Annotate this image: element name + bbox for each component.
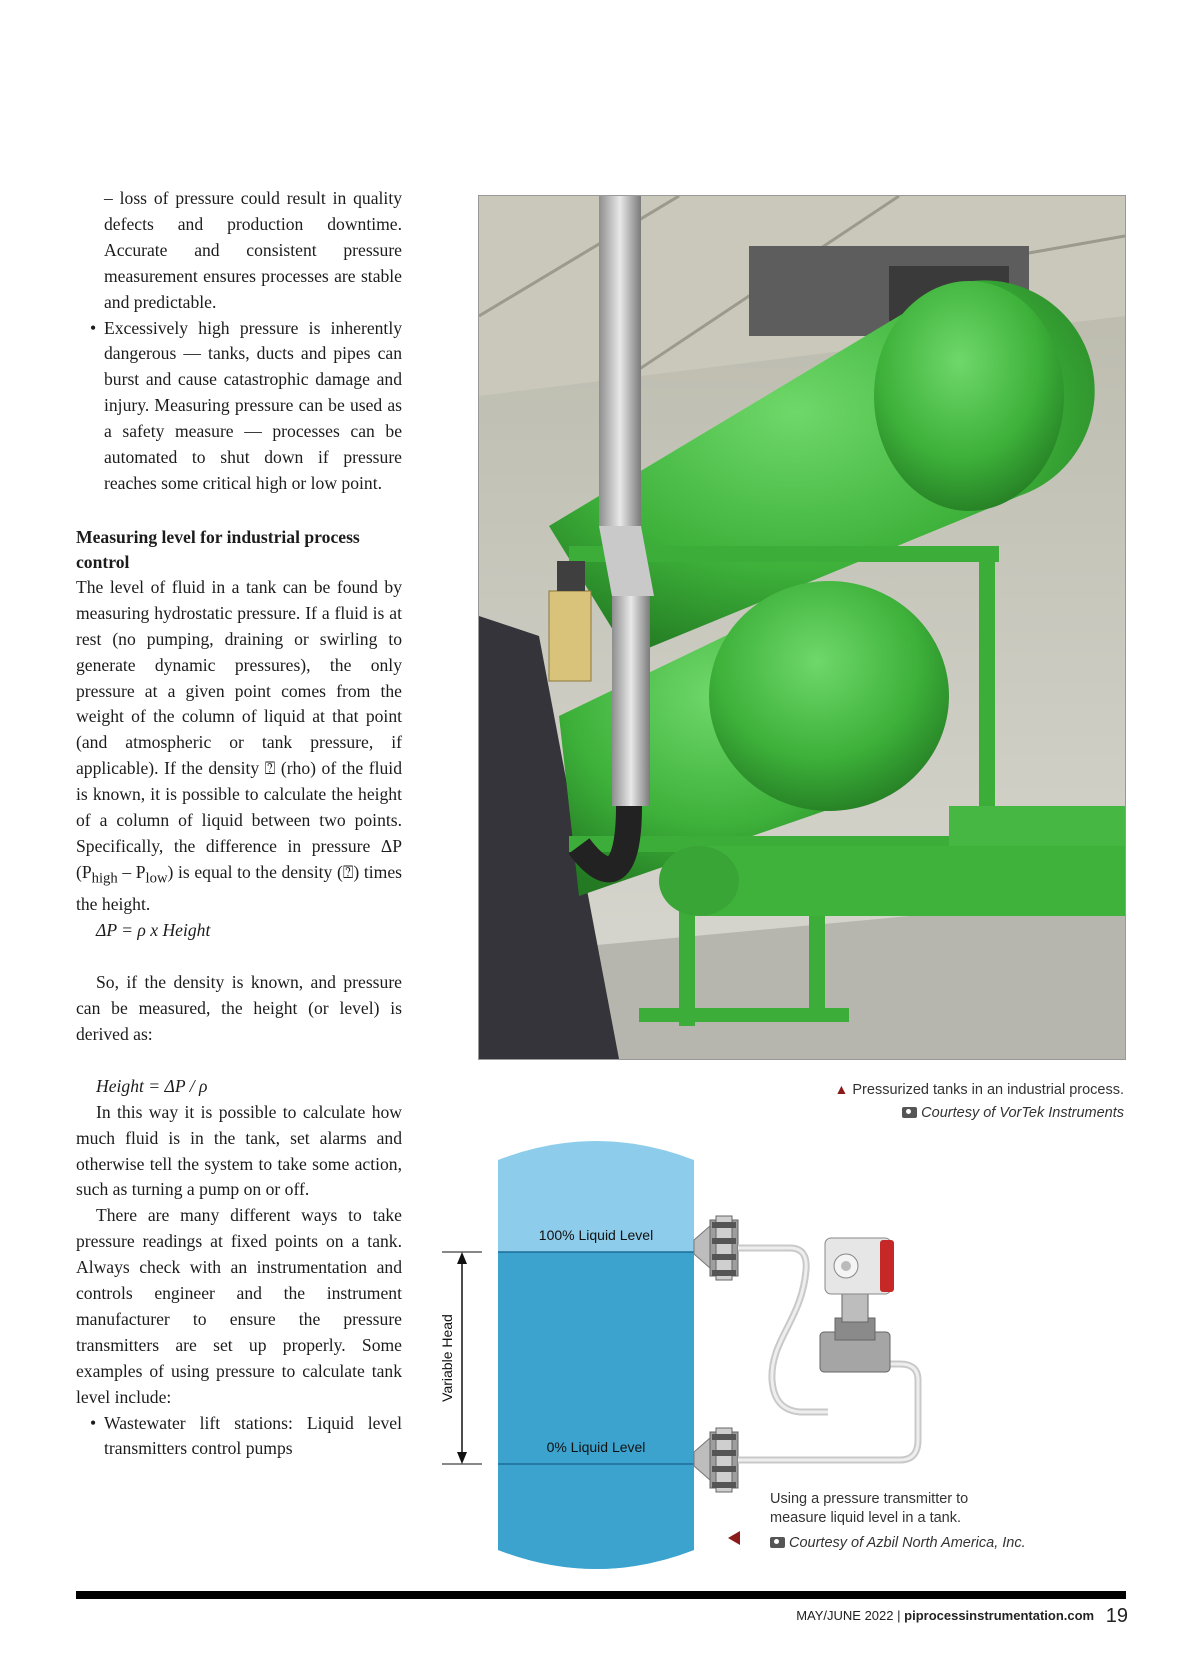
caption-arrow-up-icon: ▲ [834,1081,849,1097]
bullet-text: Wastewater lift stations: Liquid level transmitters control pumps [104,1412,402,1459]
photo-credit: Courtesy of VorTek Instruments [921,1105,1124,1121]
photo-caption-text: Pressurized tanks in an industrial process. [852,1082,1124,1098]
label-0-percent: 0% Liquid Level [546,1439,646,1455]
label-100-percent: 100% Liquid Level [538,1227,654,1243]
bullet-item [76,1411,402,1463]
body-paragraph [76,575,402,918]
formula-height: Height = ΔP / ρ [96,1075,208,1096]
tanks-photo [478,195,1126,1060]
body-paragraph: So, if the density is known, and pressure can be measured, the height (or level) is derived as: [76,972,402,1044]
footer-rule [76,1591,1126,1599]
text-run: (rho) of the fluid is known, it is possible to calculate the height of a column of liquid between two points. Specifically, the difference in pressure ΔP (P [76,758,402,882]
diagram-caption [770,1490,1070,1553]
caption-arrow-left-icon [728,1531,740,1545]
page-footer [796,1605,1128,1628]
camera-icon [902,1107,917,1118]
article-column [76,186,402,1462]
camera-icon [770,1537,785,1548]
bullet-item [76,316,402,497]
text-run: – P [117,861,146,882]
footer-issue: MAY/JUNE 2022 [796,1608,894,1623]
body-paragraph: In this way it is possible to calculate how much fluid is in the tank, set alarms and otherwise tell the system to take some action, such as turning a pump on or off. [76,1101,402,1200]
footer-separator: | [897,1608,901,1623]
tanks-photo-illustration [479,196,1125,1059]
continuation-paragraph: – loss of pressure could result in quality defects and production downtime. Accurate and consistent pressure measurement ensures processes are stable and predictable. [104,188,402,312]
bullet-text: Excessively high pressure is inherently dangerous — tanks, ducts and pipes can burst and cause catastrophic damage and injury. Measuring pressure can be used as a safety measure — processes can be automated to shut down if pressure reaches some critical high or low point. [104,317,402,493]
diagram-caption-line1: Using a pressure transmitter to [770,1491,969,1507]
subscript-low: low [145,870,168,887]
text-run: ) times the height. [76,861,402,915]
missing-glyph: ⍰ [342,861,354,882]
bullet-dot: • [90,317,97,338]
text-run: ) is equal to the density ( [167,861,343,882]
formula-delta-p: ΔP = ρ x Height [96,920,211,941]
diagram-credit: Courtesy of Azbil North America, Inc. [789,1535,1026,1551]
section-heading: Measuring level for industrial process control [76,526,360,572]
label-variable-head: Variable Head [439,1314,455,1402]
text-run: The level of fluid in a tank can be found by measuring hydrostatic pressure. If a fluid is at rest (no pumping, draining or swirling to generate dynamic pressures), the only pressure at a given point comes from the weight of the column of liquid at that point (and atmospheric or tank pressure, if applicable). If the density [76,576,402,779]
missing-glyph: ⍰ [264,758,276,779]
footer-url[interactable]: piprocessinstrumentation.com [904,1608,1095,1623]
body-paragraph: There are many different ways to take pressure readings at fixed points on a tank. Always check with an instrumentation and controls engineer and the instrument manufacturer to ensure the pressure transmitters are set up properly. Some examples of using pressure to calculate tank level include: [76,1205,402,1407]
diagram-caption-line2: measure liquid level in a tank. [770,1510,962,1526]
photo-caption [835,1078,1125,1125]
page-number: 19 [1105,1605,1128,1627]
subscript-high: high [91,870,118,887]
bullet-dot: • [90,1412,97,1433]
